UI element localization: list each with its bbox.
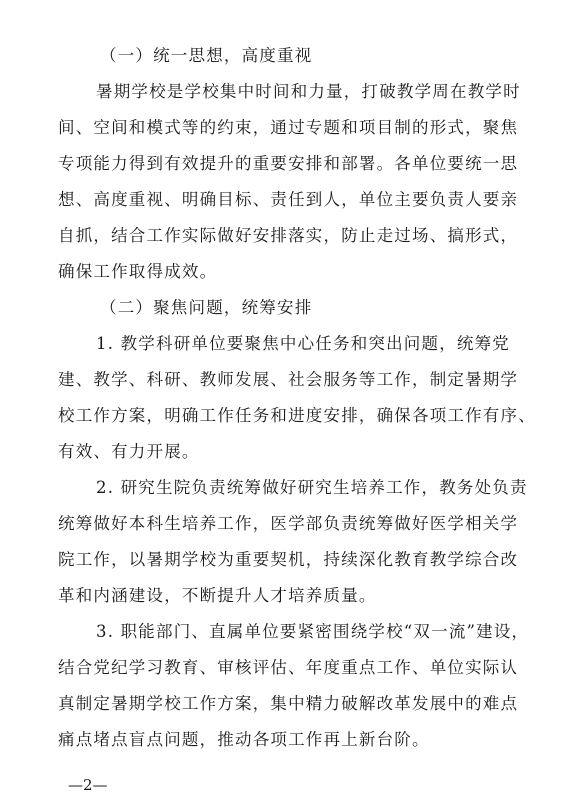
list-item-line: 痛点堵点盲点问题，推动各项工作再上新台阶。 xyxy=(58,730,430,749)
paragraph-line: 确保工作取得成效。 xyxy=(58,262,218,281)
paragraph-line: 暑期学校是学校集中时间和力量，打破教学周在教学时 xyxy=(96,82,521,101)
list-item-line: 革和内涵建设，不断提升人才培养质量。 xyxy=(58,586,377,605)
list-item-line: 1. 教学科研单位要聚焦中心任务和突出问题，统筹党 xyxy=(96,334,510,353)
paragraph-line: 专项能力得到有效提升的重要安排和部署。各单位要统一思 xyxy=(58,154,519,173)
page-number: —2— xyxy=(68,776,108,794)
list-item-line: 院工作，以暑期学校为重要契机，持续深化教育教学综合改 xyxy=(58,550,519,569)
section-heading-2: （二）聚焦问题，统筹安排 xyxy=(100,298,313,317)
list-item-line: 建、教学、科研、教师发展、社会服务等工作，制定暑期学 xyxy=(58,370,519,389)
paragraph-line: 想、高度重视、明确目标、责任到人，单位主要负责人要亲 xyxy=(58,190,519,209)
section-heading-1: （一）统一思想，高度重视 xyxy=(100,46,313,65)
list-item-line: 真制定暑期学校工作方案，集中精力破解改革发展中的难点 xyxy=(58,694,519,713)
list-item-line: 3. 职能部门、直属单位要紧密围绕学校“双一流”建设， xyxy=(96,622,530,641)
list-item-line: 有效、有力开展。 xyxy=(58,442,200,461)
list-item-line: 结合党纪学习教育、审核评估、年度重点工作、单位实际认 xyxy=(58,658,519,677)
list-item-line: 统筹做好本科生培养工作，医学部负责统筹做好医学相关学 xyxy=(58,514,519,533)
paragraph-line: 自抓，结合工作实际做好安排落实，防止走过场、搞形式， xyxy=(58,226,519,245)
paragraph-line: 间、空间和模式等的约束，通过专题和项目制的形式，聚焦 xyxy=(58,118,519,137)
list-item-line: 2. 研究生院负责统筹做好研究生培养工作，教务处负责 xyxy=(96,478,528,497)
list-item-line: 校工作方案，明确工作任务和进度安排，确保各项工作有序、 xyxy=(58,406,536,425)
